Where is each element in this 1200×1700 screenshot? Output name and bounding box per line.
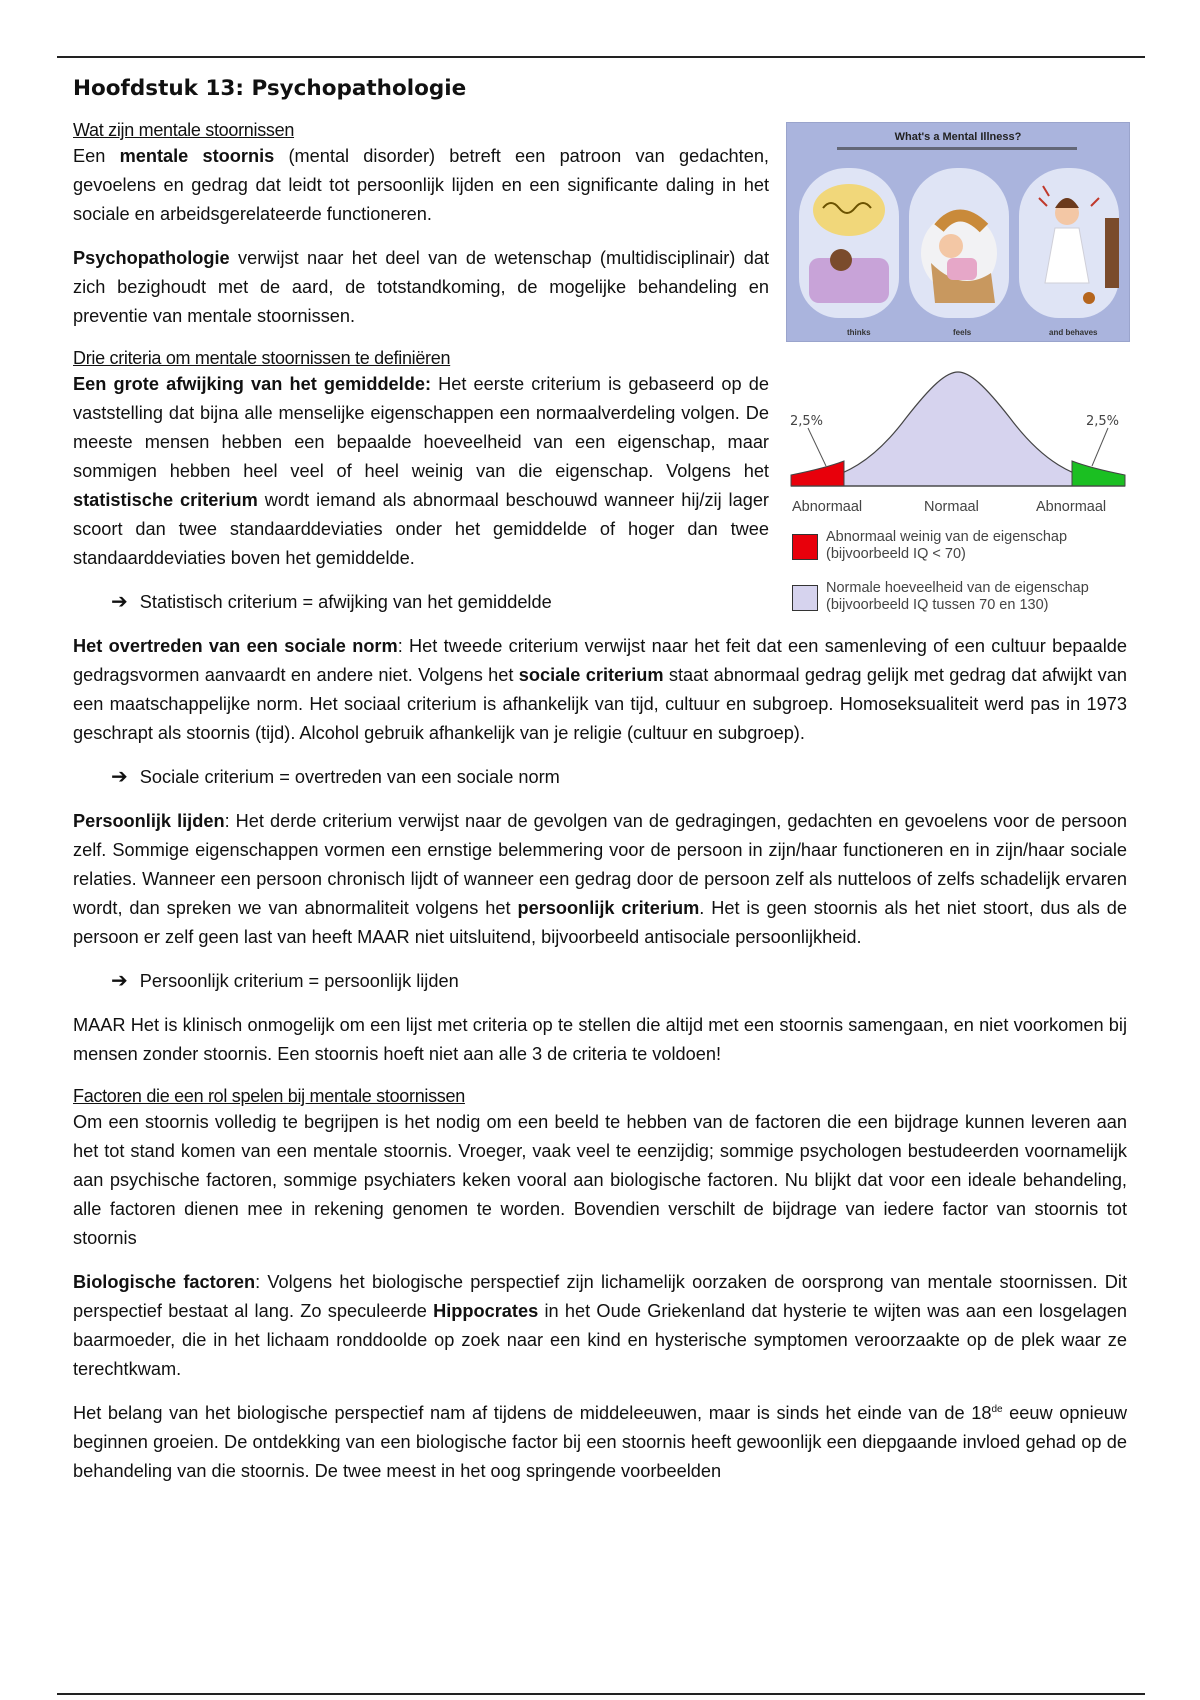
arrow-icon: ➔	[111, 766, 128, 788]
arrow-note-social: ➔ Sociale criterium = overtreden van een sociale norm	[111, 763, 1127, 792]
top-rule	[57, 56, 1145, 58]
illustration-panel-behaves	[1019, 168, 1119, 318]
legend-swatch-red	[792, 534, 818, 560]
sad-person-icon	[909, 168, 1009, 318]
paragraph-factors: Om een stoornis volledig te begrijpen is het nodig om een beeld te hebben van de factoren die een bijdrage kunnen leveren aan het tot stand komen van een mentale stoornis. Vroeger, vaak veel te eenzijdig; sommige psychologen bestudeerden voornamelijk aan psychische factoren, sommige psychiaters keken vooral aan biologische factoren. Nu blijkt dat voor een ideale behandeling, alle factoren dienen mee in rekening genomen te worden. Bovendien verschilt de bijdrage van iedere factor van stoornis tot stoornis	[73, 1112, 1127, 1248]
paragraph-definition: Een mentale stoornis (mental disorder) betreft een patroon van gedachten, gevoelens en gedrag dat leidt tot persoonlijk lijden en een significante daling in het sociale en arbeidsgerelateerde functioneren.	[73, 146, 769, 224]
arrow-icon: ➔	[111, 970, 128, 992]
right-tail	[1072, 461, 1125, 486]
mental-illness-illustration	[786, 122, 1130, 342]
axis-label-abnormal-left: Abnormaal	[792, 499, 863, 515]
illustration-subtitle-line	[837, 147, 1077, 150]
paragraph-criterion-statistical: Een grote afwijking van het gemiddelde: Het eerste criterium is gebaseerd op de vaststelling dat bijna alle menselijke eigenschappen een normaalverdeling volgen. De meeste mensen hebben een bepaalde hoeveelheid van een eigenschap, maar sommigen hebben heel veel of heel weinig van die eigenschap. Volgens het statistische criterium wordt iemand als abnormaal beschouwd wanneer hij/zij lager scoort dan twee standaarddeviaties onder het gemiddelde of hoger dan twee standaarddeviaties boven het gemiddelde.	[73, 374, 769, 568]
paragraph-history: Het belang van het biologische perspectief nam af tijdens de middeleeuwen, maar is sinds het einde van de 18de eeuw opnieuw beginnen groeien. De ontdekking van een biologische factor bij een stoornis heeft gewoonlijk een diepgaande invloed gehad op de behandeling van die stoornis. De twee meest in het oog springende voorbeelden	[73, 1403, 1127, 1481]
axis-label-abnormal-right: Abnormaal	[1036, 499, 1107, 515]
illustration-panel-feels	[909, 168, 1009, 318]
paragraph-biological: Biologische factoren: Volgens het biologische perspectief zijn lichamelijk oorzaken de oorsprong van mentale stoornissen. Dit perspectief bestaat al lang. Zo speculeerde Hippocrates in het Oude Griekenland dat hysterie te wijten was aan een losgelagen baarmoeder, die in het lichaam ronddoolde op zoek naar een kind en hysterische symptomen veroorzaakte op de plek waar ze terechtkwam.	[73, 1272, 1128, 1379]
section-heading-factors: Factoren die een rol spelen bij mentale stoornissen	[73, 1086, 465, 1106]
caption-behaves: and behaves	[1049, 328, 1098, 337]
anxious-person-icon	[1019, 168, 1119, 318]
legend-text-abnormal: Abnormaal weinig van de eigenschap (bijvoorbeeld IQ < 70)	[826, 529, 1068, 562]
caption-thinks: thinks	[847, 328, 871, 337]
arrow-note-personal: ➔ Persoonlijk criterium = persoonlijk lijden	[111, 967, 1127, 996]
legend-swatch-lavender	[792, 585, 818, 611]
normal-distribution-figure	[786, 368, 1130, 620]
legend-text-normal: Normale hoeveelheid van de eigenschap (bijvoorbeeld IQ tussen 70 en 130)	[826, 580, 1089, 613]
paragraph-maar: MAAR Het is klinisch onmogelijk om een lijst met criteria op te stellen die altijd met een stoornis samengaan, en niet voorkomen bij mensen zonder stoornis. Een stoornis hoeft niet aan alle 3 de criteria te voldoen!	[73, 1015, 1127, 1064]
left-tail	[791, 461, 844, 486]
section-heading-criteria: Drie criteria om mentale stoornissen te definiëren	[73, 348, 451, 368]
section-heading-mental-disorders: Wat zijn mentale stoornissen	[73, 120, 295, 140]
bottom-rule	[57, 1693, 1145, 1695]
page-title: Hoofdstuk 13: Psychopathologie	[73, 76, 467, 101]
paragraph-criterion-social: Het overtreden van een sociale norm: Het tweede criterium verwijst naar het feit dat een samenleving of een cultuur bepaalde gedragsvormen aanvaardt en andere niet. Volgens het sociale criterium staat abnormaal gedrag gelijk met gedrag dat afwijkt van een maatschappelijke norm. Het sociaal criterium is afhankelijk van tijd, cultuur en subgroep. Homoseksualiteit werd pas in 1973 geschrapt als stoornis (tijd). Alcohol gebruik afhankelijk van je religie (cultuur en subgroep).	[73, 636, 1127, 743]
bell-curve-svg	[786, 368, 1130, 498]
illustration-title: What's a Mental Illness?	[894, 131, 1022, 143]
arrow-note-statistical: ➔ Statistisch criterium = afwijking van het gemiddelde	[111, 588, 1127, 617]
paragraph-criterion-personal: Persoonlijk lijden: Het derde criterium verwijst naar de gevolgen van de gedragingen, gedachten en gevoelens voor de persoon zelf. Sommige eigenschappen vormen een ernstige belemmering voor de persoon in zijn/haar functioneren en in zijn/haar sociale relaties. Wanneer een persoon chronisch lijdt of wanneer een gedrag door de persoon zelf als nutteloos of zelfs schadelijk ervaren wordt, dan spreken we van abnormaliteit volgens het persoonlijk criterium. Het is geen stoornis als het niet stoort, dus als de persoon er zelf geen last van heeft MAAR niet uitsluitend, bijvoorbeeld antisociale persoonlijkheid.	[73, 811, 1128, 947]
left-percentage: 2,5%	[790, 414, 824, 429]
right-percentage: 2,5%	[1086, 414, 1120, 429]
illustration-panel-thinks	[799, 168, 899, 318]
axis-label-normal: Normaal	[924, 499, 979, 515]
left-pointer	[808, 428, 826, 466]
paragraph-psychopathology: Psychopathologie verwijst naar het deel van de wetenschap (multidisciplinair) dat zich bezighoudt met de aard, de totstandkoming, de mogelijke behandeling en preventie van mentale stoornissen.	[73, 248, 769, 326]
caption-feels: feels	[953, 328, 972, 337]
arrow-icon: ➔	[111, 591, 128, 613]
thinking-person-icon	[799, 168, 899, 318]
right-pointer	[1092, 428, 1108, 466]
